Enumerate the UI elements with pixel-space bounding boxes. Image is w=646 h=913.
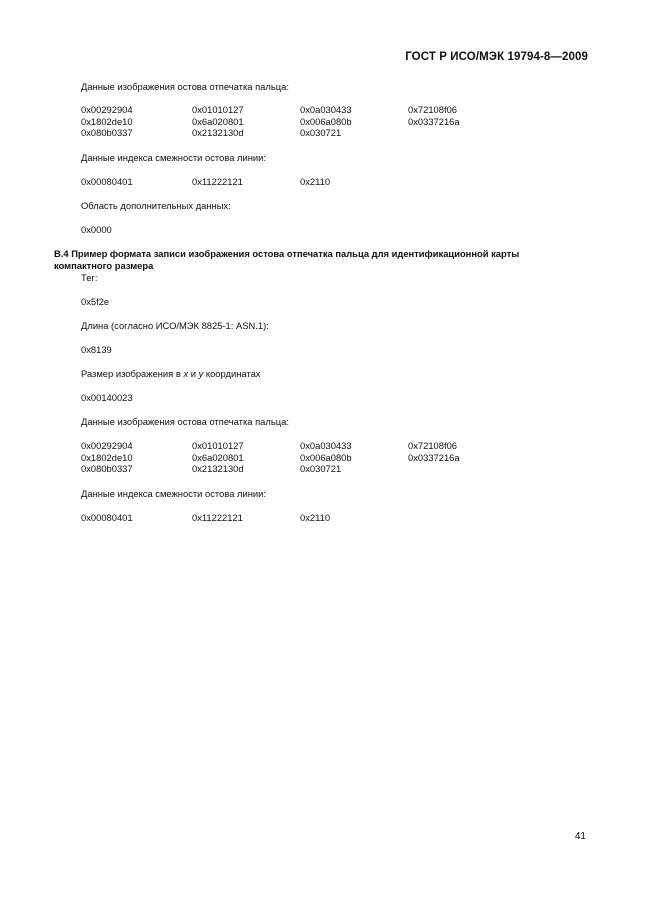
skeleton-data-table — [81, 440, 521, 475]
data-cell: 0x080b0337 — [81, 463, 133, 474]
y-coordinate-label: y — [198, 368, 204, 379]
image-size-label-and: и — [188, 368, 199, 379]
section-heading-line: компактного размера — [54, 259, 154, 271]
section-heading — [54, 248, 590, 271]
length-label: Длина (согласно ИСО/МЭК 8825-1: ASN.1): — [81, 320, 269, 331]
skeleton-data-label: Данные изображения остова отпечатка пальца: — [81, 81, 289, 92]
data-cell — [408, 127, 516, 139]
data-cell: 0x2110 — [300, 176, 331, 187]
data-cell: 0x030721 — [300, 127, 342, 138]
adjacency-data-label: Данные индекса смежности остова линии: — [81, 488, 266, 499]
page-number: 41 — [574, 831, 586, 842]
data-cell: 0x030721 — [300, 463, 342, 474]
data-cell: 0x0337216a — [408, 115, 460, 127]
image-size-label-suffix: координатах — [203, 368, 261, 379]
data-cell: 0x72108f06 — [408, 440, 458, 451]
section-heading-line: В.4 Пример формата записи изображения остова отпечатка пальца для идентификационной карты — [54, 248, 520, 259]
image-size-label-prefix: Размер изображения в — [81, 368, 184, 379]
data-cell: 0x01010127 — [192, 104, 244, 115]
data-cell: 0x0337216a — [408, 451, 460, 463]
skeleton-data-table — [81, 104, 521, 139]
adjacency-data-table — [81, 176, 521, 188]
adjacency-data-table — [81, 512, 521, 524]
data-cell: 0x11222121 — [192, 512, 243, 523]
skeleton-data-label: Данные изображения остова отпечатка пальца: — [81, 416, 289, 427]
data-cell: 0x01010127 — [192, 440, 244, 451]
data-cell — [408, 463, 516, 475]
data-cell: 0x006a080b — [300, 451, 352, 463]
data-cell: 0x1802de10 — [81, 451, 133, 463]
data-cell: 0x2132130d — [192, 463, 244, 474]
data-cell: 0x11222121 — [192, 176, 243, 187]
tag-label: Тег: — [81, 272, 98, 283]
data-cell: 0x6a020801 — [192, 451, 244, 463]
data-cell: 0x00292904 — [81, 440, 133, 451]
data-cell: 0x006a080b — [300, 115, 352, 127]
data-cell: 0x1802de10 — [81, 115, 133, 127]
data-cell: 0x0a030433 — [300, 440, 352, 451]
tag-value: 0x5f2e — [81, 296, 110, 307]
data-cell: 0x00292904 — [81, 104, 133, 115]
data-cell: 0x72108f06 — [408, 104, 458, 115]
data-cell: 0x080b0337 — [81, 127, 133, 138]
standard-header: ГОСТ Р ИСО/МЭК 19794-8—2009 — [405, 51, 588, 63]
data-cell: 0x2132130d — [192, 127, 244, 138]
data-cell: 0x6a020801 — [192, 115, 244, 127]
data-cell: 0x0a030433 — [300, 104, 352, 115]
image-size-label — [81, 368, 261, 380]
extra-data-label: Область дополнительных данных: — [81, 200, 231, 211]
extra-data-value: 0x0000 — [81, 224, 112, 235]
data-cell: 0x00080401 — [81, 512, 133, 523]
adjacency-data-label: Данные индекса смежности остова линии: — [81, 152, 266, 163]
x-coordinate-label: x — [183, 368, 189, 379]
data-cell: 0x2110 — [300, 512, 331, 523]
length-value: 0x8139 — [81, 344, 112, 355]
data-cell: 0x00080401 — [81, 176, 133, 187]
image-size-value: 0x00140023 — [81, 392, 133, 403]
